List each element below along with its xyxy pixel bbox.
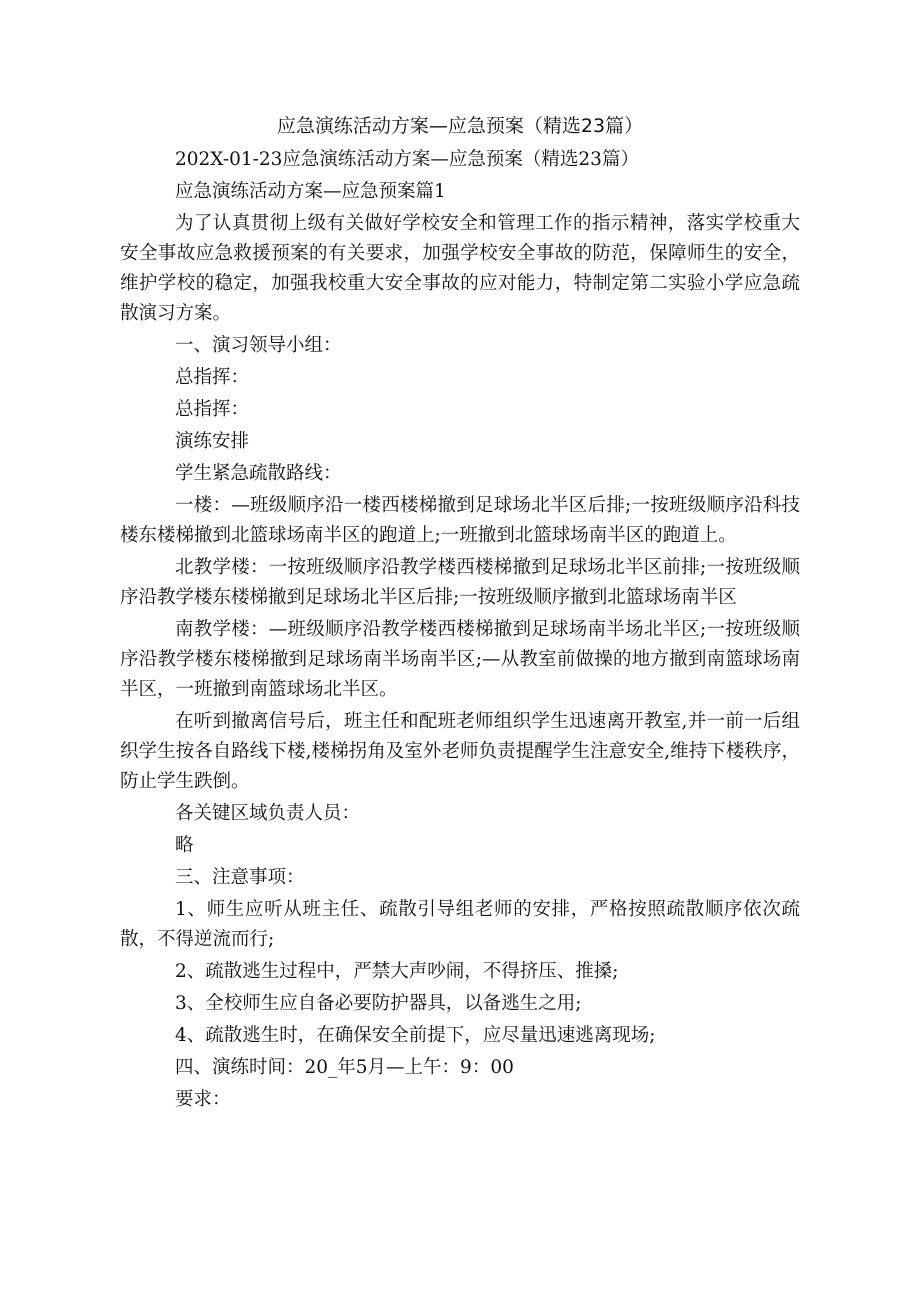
- note-item: 3、全校师生应自备必要防护器具，以备逃生之用;: [175, 993, 582, 1014]
- document-body: [120, 145, 800, 1115]
- heading-evacuation-route: 学生紧急疏散路线：: [175, 463, 342, 484]
- heading-drill-time: 四、演练时间：20_年5月—上午：9：00: [175, 1057, 514, 1078]
- paragraph-first-floor: 一楼：—班级顺序沿一楼西楼梯撤到足球场北半区后排;一按班级顺序沿科技楼东楼梯撤到北篮球场南半区的跑道上;一班撤到北篮球场南半区的跑道上。: [120, 495, 800, 546]
- paragraph-commander: 总指挥：: [175, 399, 250, 420]
- date-line: 202X-01-23应急演练活动方案—应急预案（精选23篇）: [175, 149, 639, 170]
- paragraph-omitted: 略: [175, 835, 194, 856]
- paragraph-commander: 总指挥：: [175, 367, 250, 388]
- paragraph-signal: 在听到撤离信号后，班主任和配班老师组织学生迅速离开教室,并一前一后组织学生按各自路线下楼,楼梯拐角及室外老师负责提醒学生注意安全,维持下楼秩序，防止学生跌倒。: [120, 711, 800, 792]
- section-heading: 应急演练活动方案—应急预案篇1: [175, 181, 446, 202]
- note-item: 4、疏散逃生时，在确保安全前提下，应尽量迅速逃离现场;: [175, 1025, 656, 1046]
- heading-requirements: 要求：: [175, 1089, 231, 1110]
- heading-key-areas: 各关键区域负责人员：: [175, 803, 361, 824]
- note-item: 2、疏散逃生过程中，严禁大声吵闹，不得挤压、推搡;: [175, 961, 619, 982]
- paragraph-intro: 为了认真贯彻上级有关做好学校安全和管理工作的指示精神，落实学校重大安全事故应急救援预案的有关要求，加强学校安全事故的防范，保障师生的安全，维护学校的稳定，加强我校重大安全事故的应对能力，特制定第二实验小学应急疏散演习方案。: [120, 213, 800, 324]
- paragraph-north-building: 北教学楼：一按班级顺序沿教学楼西楼梯撤到足球场北半区前排;一按班级顺序沿教学楼东楼梯撤到足球场北半区后排;一按班级顺序撤到北篮球场南半区: [120, 557, 800, 608]
- heading-leadership: 一、演习领导小组：: [175, 335, 342, 356]
- heading-notes: 三、注意事项：: [175, 867, 305, 888]
- note-item: 1、师生应听从班主任、疏散引导组老师的安排，严格按照疏散顺序依次疏散，不得逆流而行;: [120, 899, 800, 950]
- document-title: 应急演练活动方案—应急预案（精选23篇）: [276, 115, 644, 137]
- heading-arrangement: 演练安排: [175, 431, 250, 452]
- paragraph-south-building: 南教学楼：—班级顺序沿教学楼西楼梯撤到足球场南半场北半区;一按班级顺序沿教学楼东楼梯撤到足球场南半场南半区;—从教室前做操的地方撤到南篮球场南半区，一班撤到南篮球场北半区。: [120, 619, 800, 700]
